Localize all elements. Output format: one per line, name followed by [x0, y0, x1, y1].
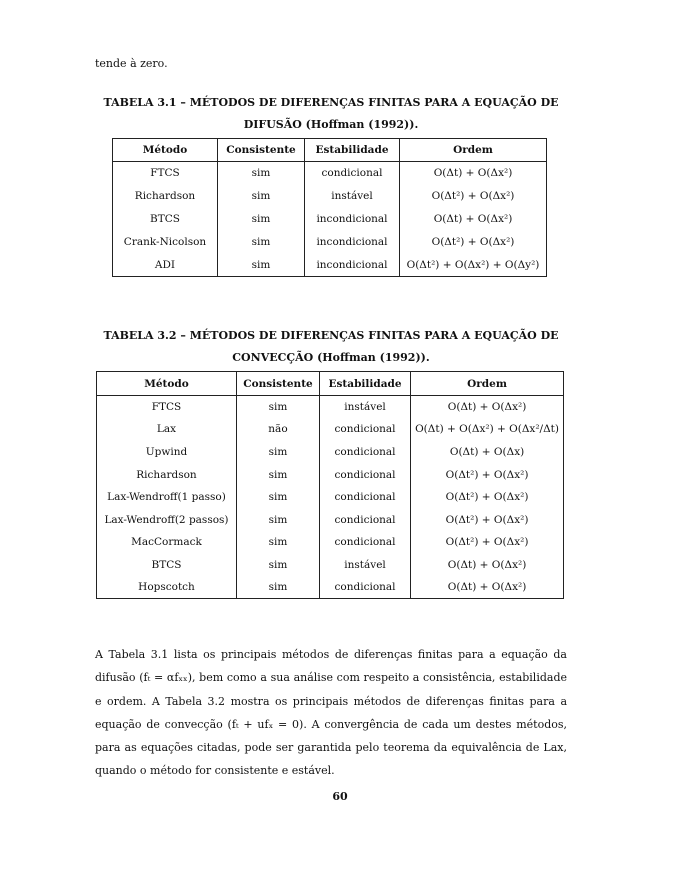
table2-cell-metodo: MacCormack	[97, 531, 237, 554]
table1-header-metodo: Método	[113, 139, 218, 162]
table2-caption-line1: TABELA 3.2 – MÉTODOS DE DIFERENÇAS FINITAS PARA A EQUAÇÃO DE	[103, 329, 559, 342]
table2-cell-consistente: sim	[236, 396, 319, 419]
table1-caption-line2: DIFUSÃO (Hoffman (1992)).	[243, 118, 419, 131]
table1-cell-metodo: BTCS	[113, 208, 218, 231]
table1-cell-estabilidade: incondicional	[305, 254, 400, 277]
table2-cell-metodo: Upwind	[97, 441, 237, 464]
table2-caption	[95, 325, 567, 369]
table2-caption-line2: CONVECÇÃO (Hoffman (1992)).	[232, 351, 430, 364]
table1	[112, 138, 547, 277]
table1-cell-metodo: FTCS	[113, 162, 218, 185]
table2-cell-estabilidade: condicional	[319, 463, 410, 486]
table2-cell-estabilidade: condicional	[319, 418, 410, 441]
table2-cell-ordem: O(Δt) + O(Δx²)	[411, 396, 564, 419]
table1-cell-ordem: O(Δt²) + O(Δx²)	[400, 185, 547, 208]
table2-cell-metodo: Lax	[97, 418, 237, 441]
table2-cell-ordem: O(Δt²) + O(Δx²)	[411, 531, 564, 554]
table1-header-estabilidade: Estabilidade	[305, 139, 400, 162]
table2-cell-estabilidade: condicional	[319, 486, 410, 509]
table2-header-consistente: Consistente	[236, 372, 319, 396]
table2-cell-estabilidade: instável	[319, 554, 410, 577]
table2-cell-ordem: O(Δt) + O(Δx²)	[411, 554, 564, 577]
table2-cell-metodo: Hopscotch	[97, 576, 237, 599]
table2-header-estabilidade: Estabilidade	[319, 372, 410, 396]
table2-cell-estabilidade: condicional	[319, 508, 410, 531]
table1-cell-ordem: O(Δt) + O(Δx²)	[400, 208, 547, 231]
table2-cell-consistente: sim	[236, 463, 319, 486]
table1-cell-consistente: sim	[218, 162, 305, 185]
table1-cell-metodo: Richardson	[113, 185, 218, 208]
intro-text: tende à zero.	[95, 57, 168, 70]
table2-cell-ordem: O(Δt) + O(Δx²)	[411, 576, 564, 599]
table2-row	[97, 396, 564, 419]
table2-row	[97, 531, 564, 554]
table2-cell-metodo: BTCS	[97, 554, 237, 577]
table1-row	[113, 231, 547, 254]
table2-cell-metodo: Lax-Wendroff(2 passos)	[97, 508, 237, 531]
table2-cell-metodo: Lax-Wendroff(1 passo)	[97, 486, 237, 509]
table2-row	[97, 508, 564, 531]
table1-header-ordem: Ordem	[400, 139, 547, 162]
table1-header-consistente: Consistente	[218, 139, 305, 162]
table2-cell-ordem: O(Δt²) + O(Δx²)	[411, 486, 564, 509]
table1-cell-consistente: sim	[218, 185, 305, 208]
table2-row	[97, 418, 564, 441]
table1-row	[113, 162, 547, 185]
table1-cell-estabilidade: incondicional	[305, 231, 400, 254]
table1-row	[113, 185, 547, 208]
table2-cell-estabilidade: condicional	[319, 531, 410, 554]
table2-row	[97, 576, 564, 599]
table2-cell-consistente: sim	[236, 486, 319, 509]
table2-cell-consistente: sim	[236, 554, 319, 577]
table2	[96, 371, 564, 599]
table1-cell-ordem: O(Δt) + O(Δx²)	[400, 162, 547, 185]
table1-row	[113, 208, 547, 231]
table1-cell-ordem: O(Δt²) + O(Δx²)	[400, 231, 547, 254]
table1-cell-metodo: Crank-Nicolson	[113, 231, 218, 254]
table2-cell-consistente: sim	[236, 508, 319, 531]
table1-cell-estabilidade: instável	[305, 185, 400, 208]
table2-header-metodo: Método	[97, 372, 237, 396]
table2-header-ordem: Ordem	[411, 372, 564, 396]
body-paragraph: A Tabela 3.1 lista os principais métodos de diferenças finitas para a equação da difusão (fₜ = αfₓₓ), bem como a sua análise com respeito a consistência, estabilidade e ordem. A Tabela 3.2 mostra os principais métodos de diferenças finitas para a equação de convecção (fₜ + ufₓ = 0). A convergência de cada um destes métodos, para as equações citadas, pode ser garantida pelo teorema da equivalência de Lax, quando o método for consistente e estável.	[95, 648, 567, 778]
table2-cell-consistente: sim	[236, 576, 319, 599]
table1-cell-metodo: ADI	[113, 254, 218, 277]
table1-cell-estabilidade: incondicional	[305, 208, 400, 231]
table2-cell-estabilidade: condicional	[319, 576, 410, 599]
table1-cell-consistente: sim	[218, 208, 305, 231]
table2-cell-ordem: O(Δt²) + O(Δx²)	[411, 508, 564, 531]
table2-row	[97, 486, 564, 509]
table1-caption	[95, 92, 567, 136]
table2-cell-ordem: O(Δt²) + O(Δx²)	[411, 463, 564, 486]
page-number: 60	[332, 790, 348, 803]
table2-cell-consistente: sim	[236, 531, 319, 554]
table1-cell-estabilidade: condicional	[305, 162, 400, 185]
table2-cell-consistente: não	[236, 418, 319, 441]
table2-cell-consistente: sim	[236, 441, 319, 464]
table1-cell-consistente: sim	[218, 231, 305, 254]
table2-cell-estabilidade: condicional	[319, 441, 410, 464]
table2-cell-estabilidade: instável	[319, 396, 410, 419]
table1-row	[113, 254, 547, 277]
table2-row	[97, 463, 564, 486]
table2-cell-ordem: O(Δt) + O(Δx²) + O(Δx²/Δt)	[411, 418, 564, 441]
table2-row	[97, 554, 564, 577]
table1-cell-ordem: O(Δt²) + O(Δx²) + O(Δy²)	[400, 254, 547, 277]
table1-caption-line1: TABELA 3.1 – MÉTODOS DE DIFERENÇAS FINITAS PARA A EQUAÇÃO DE	[103, 96, 559, 109]
table2-row	[97, 441, 564, 464]
table2-cell-metodo: FTCS	[97, 396, 237, 419]
table2-cell-ordem: O(Δt) + O(Δx)	[411, 441, 564, 464]
table1-cell-consistente: sim	[218, 254, 305, 277]
table2-cell-metodo: Richardson	[97, 463, 237, 486]
